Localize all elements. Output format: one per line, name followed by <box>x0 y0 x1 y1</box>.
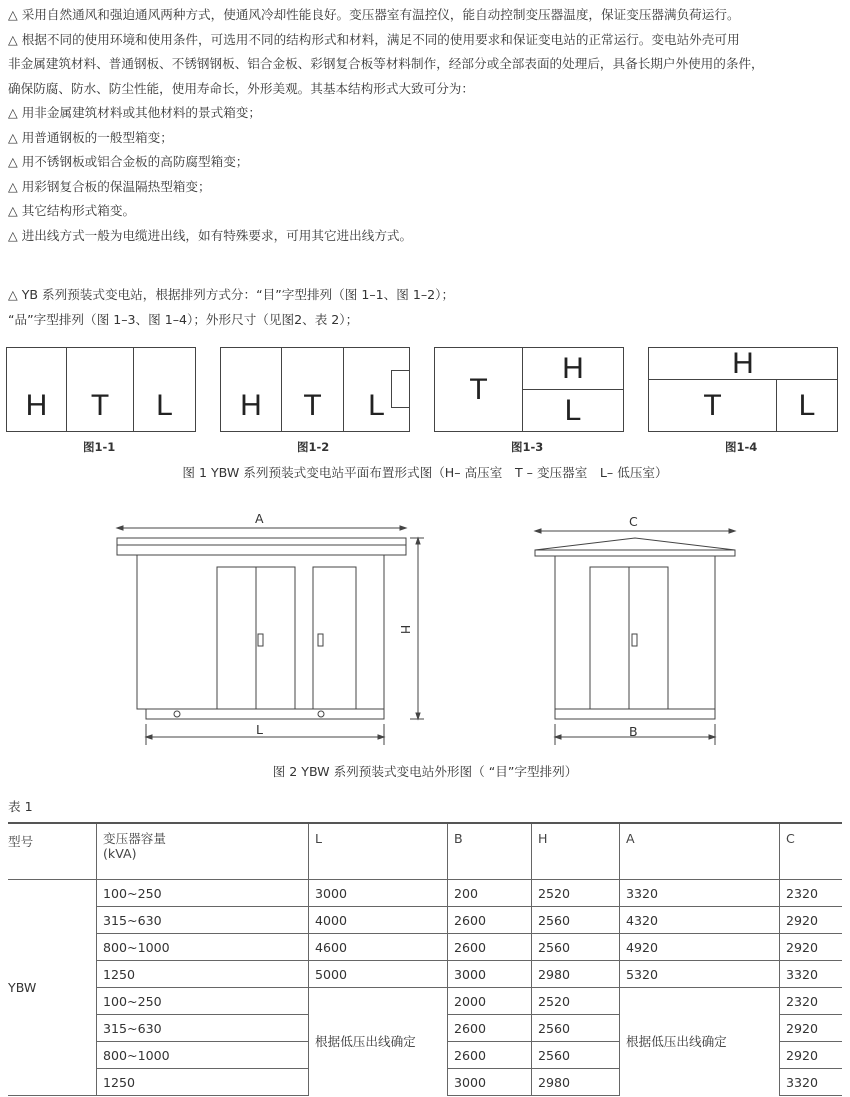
intro-line: △ 用不锈钢板或铝合金板的高防腐型箱变； <box>8 154 249 169</box>
cell-h: 2980 <box>532 961 620 988</box>
cell-t: T <box>649 380 777 431</box>
cell-h: 2560 <box>532 934 620 961</box>
cell-a: 3320 <box>620 880 780 907</box>
cell-capacity: 315~630 <box>97 1015 309 1042</box>
cell-t: T <box>282 348 344 431</box>
cell-l: 3000 <box>309 880 448 907</box>
note-a: 根据低压出线确定 <box>620 988 780 1096</box>
cell-t: T <box>67 348 134 431</box>
cell-h: H <box>221 348 282 431</box>
cell-h: 2560 <box>532 1042 620 1069</box>
cell-l: L <box>156 389 173 422</box>
cell-b: 2600 <box>448 1015 532 1042</box>
table-row <box>8 907 842 934</box>
cell-c: 2320 <box>780 988 843 1015</box>
intro-line: △ 用彩钢复合板的保温隔热型箱变； <box>8 178 211 194</box>
cell-capacity: 800~1000 <box>97 934 309 961</box>
dim-label-a: A <box>255 511 264 526</box>
cell-c: 2920 <box>780 1015 843 1042</box>
side-roof <box>535 538 735 550</box>
low-voltage-compartment <box>391 370 410 408</box>
dim-label-c: C <box>629 514 638 529</box>
header-model: 型号 <box>8 823 97 880</box>
door-right <box>313 567 356 709</box>
cell-b: 3000 <box>448 1069 532 1096</box>
sub-caption: 图1-2 <box>297 440 330 454</box>
cell-h: 2520 <box>532 988 620 1015</box>
cell-b: 2600 <box>448 907 532 934</box>
cell-c: 2920 <box>780 934 843 961</box>
intro-line: 非金属建筑材料、普通钢板、不锈钢钢板、铝合金板、彩钢复合板等材料制作，经部分或全部表面的处理后，具备长期户外使用的条件， <box>8 56 764 71</box>
sub-caption: 图1-3 <box>511 440 544 454</box>
intro-text <box>8 3 844 248</box>
cell-b: 3000 <box>448 961 532 988</box>
table-row <box>8 934 842 961</box>
dim-label-h: H <box>398 624 414 635</box>
intro-line: △ 根据不同的使用环境和使用条件，可选用不同的结构形式和材料，满足不同的使用要求和保证变电站的正常运行。变电站外壳可用 <box>8 31 740 47</box>
spec-table <box>8 822 842 1096</box>
side-base <box>555 709 715 719</box>
cell-h: 2980 <box>532 1069 620 1096</box>
intro-line: △ 进出线方式一般为电缆进出线，如有特殊要求，可用其它进出线方式。 <box>8 227 413 243</box>
intro-line: △ 其它结构形式箱变。 <box>8 203 136 218</box>
cell-a: 4920 <box>620 934 780 961</box>
dim-label-l: L <box>256 722 263 737</box>
intro-line: △ 用非金属建筑材料或其他材料的景式箱变； <box>8 105 261 120</box>
cell-b: 2600 <box>448 934 532 961</box>
roof-base <box>117 545 406 555</box>
yb-line: △ YB 系列预装式变电站，根据排列方式分：“目”字型排列（图 1–1、图 1–2）； <box>8 287 455 302</box>
cell-l: L <box>798 388 816 422</box>
cell-l: L <box>564 393 582 427</box>
cell-h: H <box>523 348 623 390</box>
cell-capacity: 100~250 <box>97 880 309 907</box>
intro-line: 确保防腐、防水、防尘性能，使用寿命长，外形美观。其基本结构形式大致可分为： <box>8 80 474 96</box>
cell-h: 2520 <box>532 880 620 907</box>
figure-2-drawing <box>0 505 850 750</box>
cell-capacity: 1250 <box>97 1069 309 1096</box>
layout-1-2 <box>220 347 410 432</box>
table-row <box>8 880 842 907</box>
cell-l: L <box>368 389 385 422</box>
table-row <box>8 988 842 1015</box>
cell-t: T <box>435 348 523 431</box>
front-body <box>137 555 384 709</box>
sub-caption: 图1-4 <box>725 440 758 454</box>
roof-top <box>117 538 406 545</box>
figure-1-caption: 图 1 YBW 系列预装式变电站平面布置形式图（H– 高压室 T – 变压器室 L– 低压室） <box>182 465 668 480</box>
dim-label-b: B <box>629 724 638 739</box>
cell-l: 5000 <box>309 961 448 988</box>
cell-c: 2320 <box>780 880 843 907</box>
yb-text <box>8 283 844 332</box>
note-l: 根据低压出线确定 <box>309 988 448 1096</box>
table-label: 表 1 <box>8 799 33 814</box>
cell-c: 3320 <box>780 1069 843 1096</box>
cell-h: H <box>7 348 67 431</box>
intro-line: △ 采用自然通风和强迫通风两种方式，使通风冷却性能良好。变压器室有温控仪，能自动控制变压器温度，保证变压器满负荷运行。 <box>8 7 740 22</box>
intro-line: △ 用普通钢板的一般型箱变； <box>8 129 173 145</box>
layout-1-1 <box>6 347 196 432</box>
header-c: C <box>780 823 843 880</box>
cell-a: 5320 <box>620 961 780 988</box>
header-h: H <box>532 823 620 880</box>
table-row <box>8 961 842 988</box>
cell-b: 200 <box>448 880 532 907</box>
cell-capacity: 800~1000 <box>97 1042 309 1069</box>
cell-b: 2000 <box>448 988 532 1015</box>
header-l: L <box>309 823 448 880</box>
cell-h: 2560 <box>532 907 620 934</box>
cell-capacity: 100~250 <box>97 988 309 1015</box>
cell-h: 2560 <box>532 1015 620 1042</box>
cell-l: 4600 <box>309 934 448 961</box>
sub-caption: 图1-1 <box>83 440 116 454</box>
side-body <box>555 556 715 709</box>
header-b: B <box>448 823 532 880</box>
cell-h: H <box>649 348 837 380</box>
cell-capacity: 1250 <box>97 961 309 988</box>
cell-capacity: 315~630 <box>97 907 309 934</box>
cell-b: 2600 <box>448 1042 532 1069</box>
cell-c: 3320 <box>780 961 843 988</box>
header-capacity: 变压器容量 (kVA) <box>97 823 309 880</box>
figure-2-caption: 图 2 YBW 系列预装式变电站外形图（ “目”字型排列） <box>272 764 578 779</box>
header-a: A <box>620 823 780 880</box>
cell-c: 2920 <box>780 907 843 934</box>
base <box>146 709 384 719</box>
cell-l: 4000 <box>309 907 448 934</box>
layout-1-4 <box>648 347 838 432</box>
layout-1-3 <box>434 347 624 432</box>
yb-line: “品”字型排列（图 1–3、图 1–4）；外形尺寸（见图2、表 2）； <box>8 311 359 327</box>
cell-a: 4320 <box>620 907 780 934</box>
cell-c: 2920 <box>780 1042 843 1069</box>
model-cell: YBW <box>8 880 97 1096</box>
